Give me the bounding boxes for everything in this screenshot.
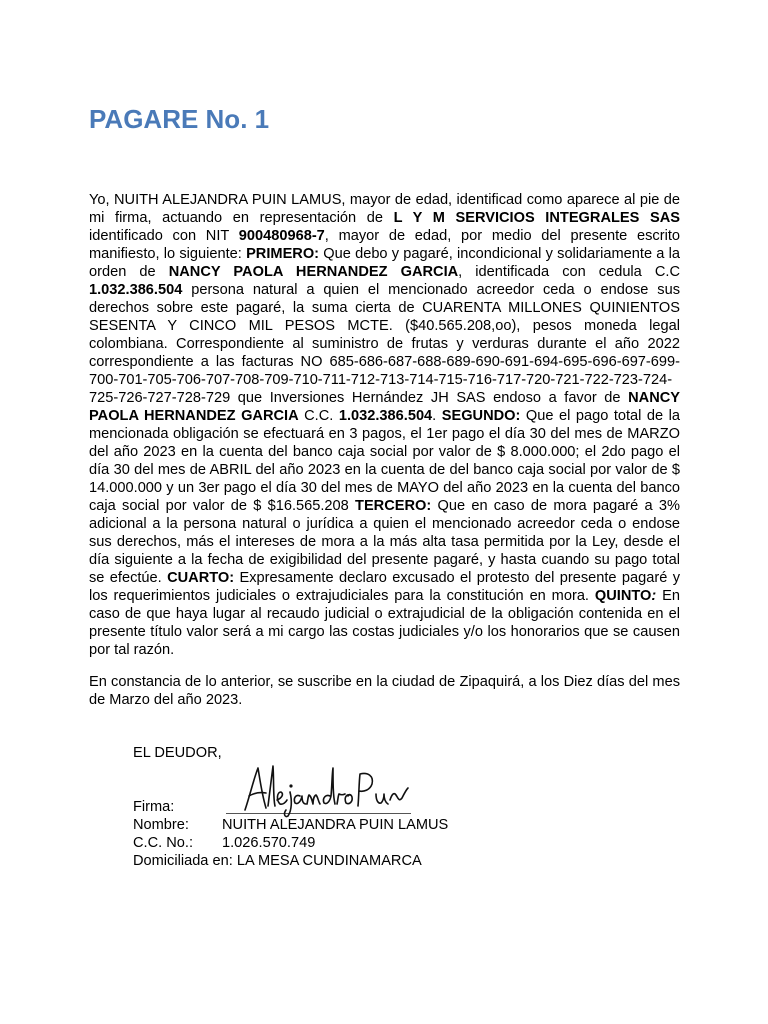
text-segment: En caso de que haya lugar al recaudo judicial o extrajudicial de la obligación contenida en el presente título valor será a mi cargo las costas judiciales y/o los honorarios que se causen por tal razón. <box>89 588 681 658</box>
clause-segundo: SEGUNDO: <box>441 408 521 424</box>
text-segment: Que en caso de mora pagaré a 3% adicional a la persona natural o jurídica a quien el mencionado acreedor ceda o endose sus derechos, más el intereses de mora a la más alta tasa permitida por la Ley, desde el día siguiente a la fecha de exigibilidad del presente pagaré, y hasta cuando su pago total se efectúe. <box>89 498 680 586</box>
nit-number: 900480968-7 <box>238 228 325 244</box>
text-segment: identificado con NIT <box>89 228 239 244</box>
clause-cuarto: CUARTO: <box>167 570 235 586</box>
cc-value: 1.026.570.749 <box>222 835 316 851</box>
nombre-value: NUITH ALEJANDRA PUIN LAMUS <box>222 817 449 833</box>
text-segment: Expresamente declaro excusado el protesto del presente pagaré y los requerimientos judiciales o extrajudiciales para la constitución en mora. <box>89 570 680 604</box>
domicilio-value: LA MESA CUNDINAMARCA <box>236 853 422 869</box>
cc-label: C.C. No.: <box>133 835 194 851</box>
text-segment: persona natural a quien el mencionado acreedor ceda o endose sus derechos sobre este pagaré, la suma cierta de CUARENTA MILLONES QUINIENTOS SESENTA Y CINCO MIL PESOS MCTE. ($40.565.208,oo), pesos moneda legal colombiana. Correspondiente al suministro de frutas y verduras durante el año 2022 correspondiente a las facturas NO 685-686-687-688-689-690-691-694-695-696-697-699-700-701-705-706-707-708-709-710-711-712-713-714-715-716-717-720-721-722-723-724-725-726-727-728-729 que Inversiones Hernández JH SAS endoso a favor de <box>89 282 680 406</box>
firma-label: Firma: <box>133 799 175 815</box>
handwritten-signature <box>240 760 410 820</box>
domicilio-label: Domiciliada en: <box>133 853 233 869</box>
main-paragraph <box>89 191 680 659</box>
creditor-name: NANCY PAOLA HERNANDEZ GARCIA <box>89 390 680 424</box>
creditor-cc: 1.032.386.504 <box>338 408 433 424</box>
text-segment: Que el pago total de la mencionada obligación se efectuará en 3 pagos, el 1er pago el día 30 del mes de MARZO del año 2023 en la cuenta del banco caja social por valor de $ 8.000.000; el 2do pago el día 30 del mes de ABRIL del año 2023 en la cuenta de del banco caja social por valor de $ 14.000.000 y un 3er pago el día 30 del mes de MAYO del año 2023 en la cuenta del banco caja social por valor de $ $16.565.208 <box>89 408 680 514</box>
text-segment: Yo, NUITH ALEJANDRA PUIN LAMUS, mayor de edad, identificad como aparece al pie de mi firma, actuando en representación de <box>89 192 680 226</box>
text-segment: , identificada con cedula C.C <box>458 264 680 280</box>
text-segment: . <box>432 408 442 424</box>
clause-tercero: TERCERO: <box>355 498 432 514</box>
debtor-heading: EL DEUDOR, <box>133 745 222 761</box>
nombre-label: Nombre: <box>133 817 189 833</box>
clause-quinto: QUINTO <box>594 588 652 604</box>
clause-primero: PRIMERO: <box>246 246 320 262</box>
text-segment: C.C. <box>298 408 339 424</box>
document-title: PAGARE No. 1 <box>89 104 270 134</box>
cc-row <box>133 834 448 852</box>
company-name: L Y M SERVICIOS INTEGRALES SAS <box>393 210 680 226</box>
domicilio-row <box>133 852 448 870</box>
clause-quinto-colon: : <box>651 588 657 604</box>
text-segment: Que debo y pagaré, incondicional y solidariamente a la orden de <box>89 246 680 280</box>
closing-paragraph: En constancia de lo anterior, se suscribe en la ciudad de Zipaquirá, a los Diez días del mes de Marzo del año 2023. <box>89 674 680 708</box>
creditor-cc: 1.032.386.504 <box>89 282 183 298</box>
text-segment: , mayor de edad, por medio del presente escrito manifiesto, lo siguiente: <box>89 228 680 262</box>
creditor-name: NANCY PAOLA HERNANDEZ GARCIA <box>168 264 459 280</box>
